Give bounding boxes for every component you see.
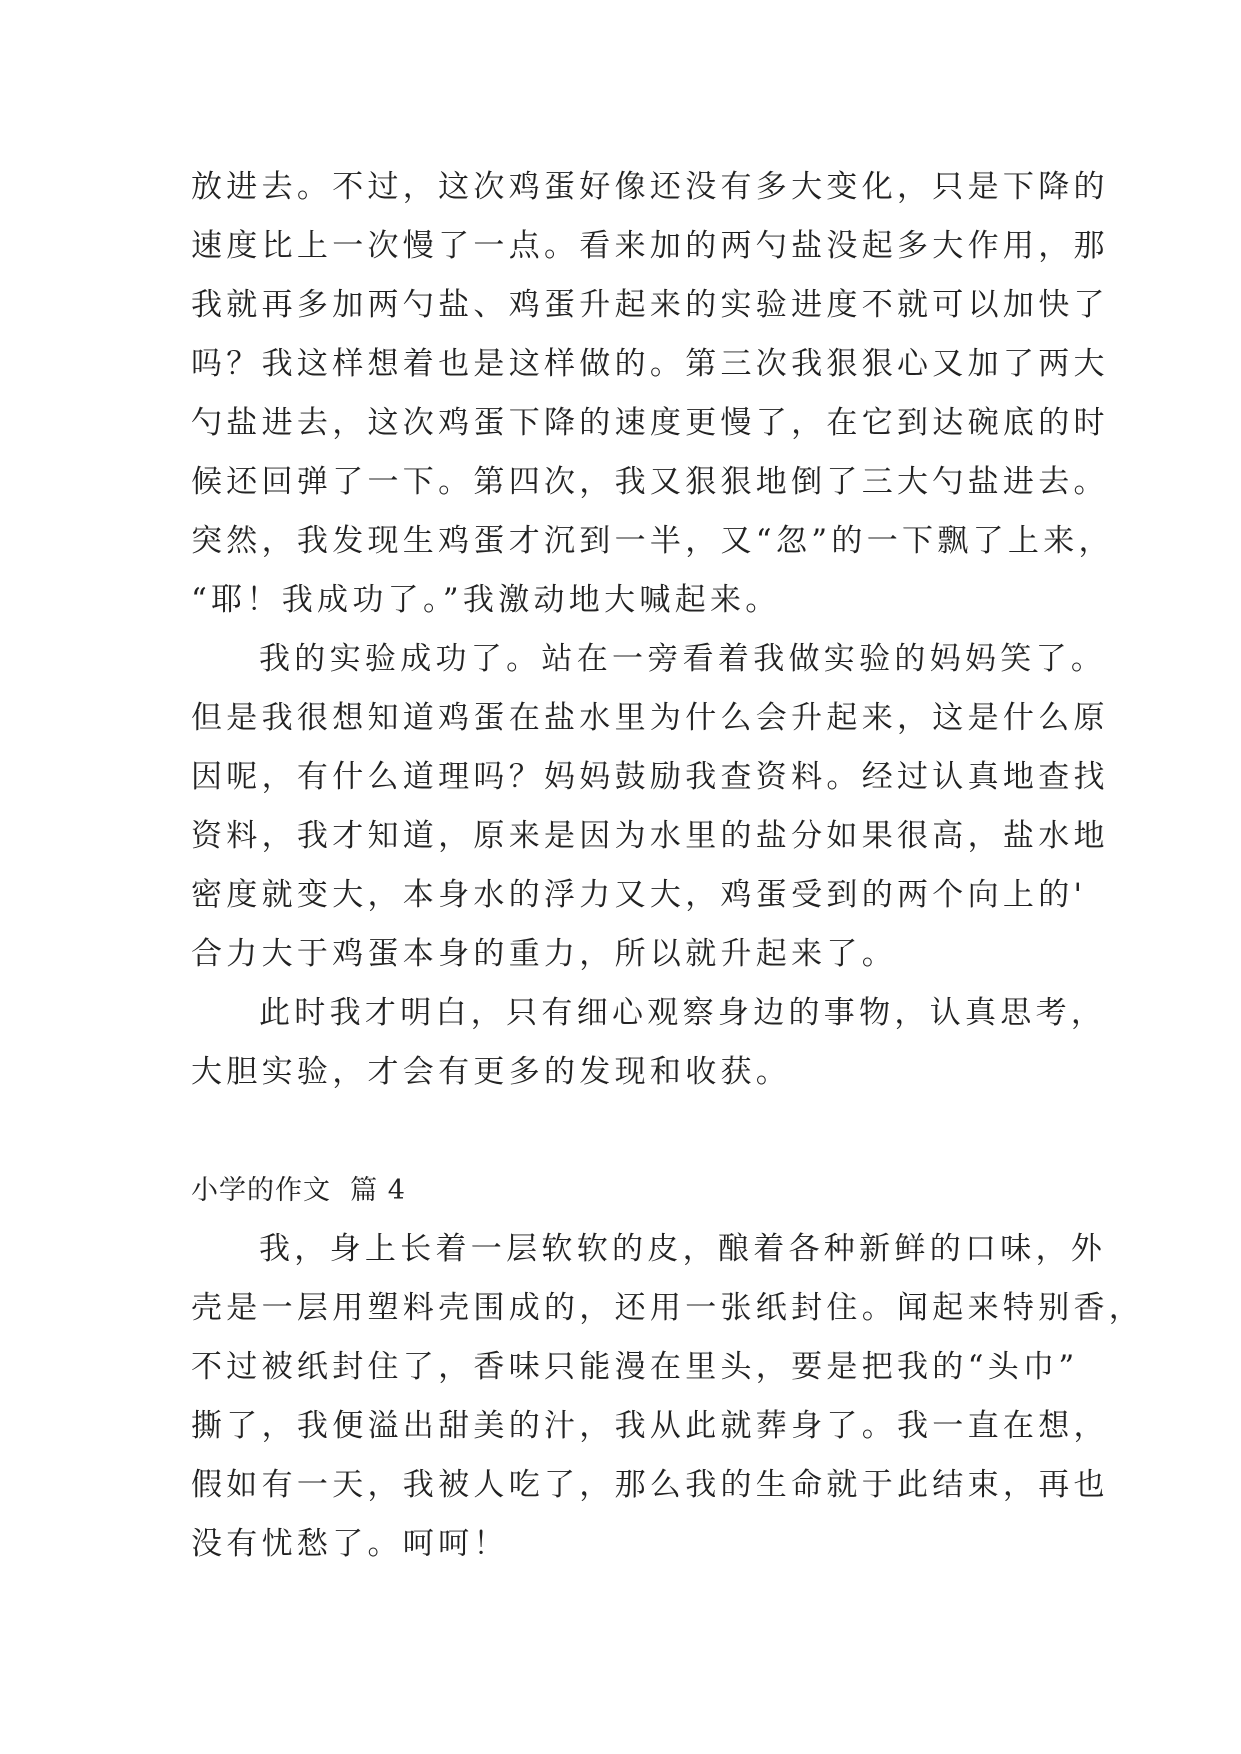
section-heading: 小学的作文 篇 4 [191, 1175, 406, 1206]
text-line: 密度就变大，本身水的浮力又大，鸡蛋受到的两个向上的' [191, 877, 1087, 913]
paragraph-conclusion [191, 984, 1107, 1102]
paragraph-experiment-result [191, 630, 1109, 984]
paragraph-experiment-continued [191, 158, 1114, 630]
text-line: 不过被纸封住了，香味只能漫在里头，要是把我的“头巾” [191, 1349, 1079, 1385]
text-line: 撕了，我便溢出甜美的汁，我从此就葬身了。我一直在想， [191, 1408, 1109, 1444]
text-line: 速度比上一次慢了一点。看来加的两勺盐没起多大作用，那 [191, 228, 1109, 264]
text-line: 我的实验成功了。站在一旁看着我做实验的妈妈笑了。 [259, 641, 1107, 677]
text-line: 假如有一天，我被人吃了，那么我的生命就于此结束，再也 [191, 1467, 1109, 1503]
text-line: 放进去。不过，这次鸡蛋好像还没有多大变化，只是下降的 [191, 169, 1109, 205]
text-line: 但是我很想知道鸡蛋在盐水里为什么会升起来，这是什么原 [191, 700, 1109, 736]
text-line: “耶！我成功了。”我激动地大喊起来。 [191, 582, 781, 618]
text-line: 我就再多加两勺盐、鸡蛋升起来的实验进度不就可以加快了 [191, 287, 1109, 323]
text-line: 资料，我才知道，原来是因为水里的盐分如果很高，盐水地 [191, 818, 1109, 854]
paragraph-section-4 [191, 1220, 1145, 1574]
text-line: 勺盐进去，这次鸡蛋下降的速度更慢了，在它到达碗底的时 [191, 405, 1109, 441]
text-line: 大胆实验，才会有更多的发现和收获。 [191, 1054, 792, 1090]
text-line: 候还回弹了一下。第四次，我又狠狠地倒了三大勺盐进去。 [191, 464, 1109, 500]
text-line: 我，身上长着一层软软的皮，酿着各种新鲜的口味，外 [259, 1231, 1107, 1267]
text-line: 因呢，有什么道理吗？妈妈鼓励我查资料。经过认真地查找 [191, 759, 1109, 795]
text-line: 壳是一层用塑料壳围成的，还用一张纸封住。闻起来特别香， [191, 1290, 1145, 1326]
text-line: 此时我才明白，只有细心观察身边的事物，认真思考， [259, 995, 1107, 1031]
text-line: 没有忧愁了。呵呵！ [191, 1526, 509, 1562]
text-line: 突然，我发现生鸡蛋才沉到一半，又“忽”的一下飘了上来， [191, 523, 1114, 559]
text-line: 合力大于鸡蛋本身的重力，所以就升起来了。 [191, 936, 897, 972]
document-body [191, 158, 1145, 1574]
text-line: 吗？我这样想着也是这样做的。第三次我狠狠心又加了两大 [191, 346, 1109, 382]
section-spacer [191, 1102, 1071, 1161]
